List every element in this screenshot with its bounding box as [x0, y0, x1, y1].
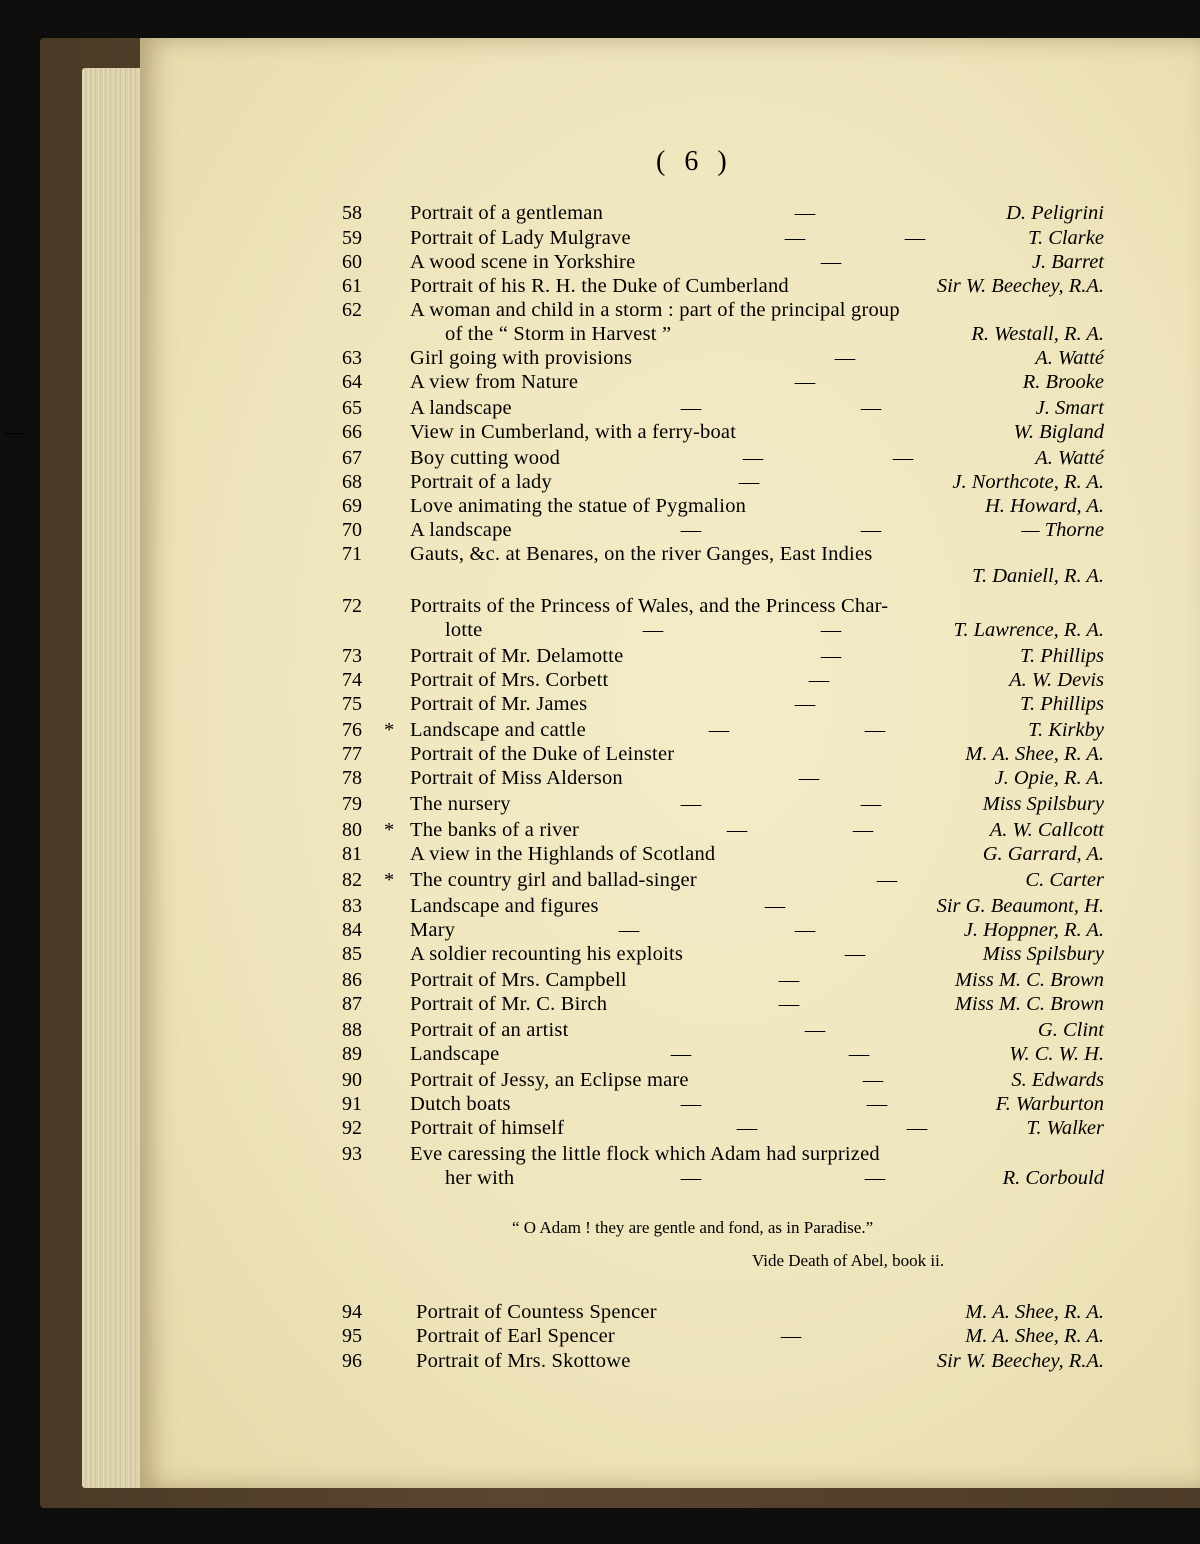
entry-number: 58 [342, 202, 362, 224]
entry-dash: — [742, 447, 764, 469]
catalogue-entry [0, 792, 1200, 817]
entry-title: The country girl and ballad-singer [410, 869, 697, 891]
entry-title: Portraits of the Princess of Wales, and the Princess Char- [410, 595, 889, 617]
entry-artist: — Thorne [1021, 519, 1104, 541]
entry-artist: J. Opie, R. A. [994, 767, 1104, 789]
entry-title: View in Cumberland, with a ferry-boat [410, 421, 737, 443]
entry-title: The nursery [410, 793, 511, 815]
entry-artist: R. Westall, R. A. [971, 323, 1104, 345]
entry-artist: T. Phillips [1020, 693, 1104, 715]
entry-artist: G. Garrard, A. [982, 843, 1104, 865]
entry-dash: — [860, 397, 882, 419]
entry-number: 71 [342, 543, 362, 565]
entry-number: 88 [342, 1019, 362, 1041]
entry-title: Girl going with provisions [410, 347, 633, 369]
entry-dash: — [804, 1019, 826, 1041]
catalogue-entry [0, 1068, 1200, 1093]
entry-title: A woman and child in a storm : part of the principal group [410, 299, 900, 321]
entry-artist: Sir W. Beechey, R.A. [936, 275, 1104, 297]
catalogue-entry [0, 1349, 1200, 1374]
entry-number: 92 [342, 1117, 362, 1139]
catalogue-entry [0, 470, 1200, 495]
entry-artist: H. Howard, A. [984, 495, 1104, 517]
entry-artist: A. W. Devis [1009, 669, 1104, 691]
catalogue-entry [0, 518, 1200, 543]
entry-dash: — [680, 1167, 702, 1189]
entry-dash: — [738, 471, 760, 493]
catalogue-entry [0, 370, 1200, 395]
entry-number: 87 [342, 993, 362, 1015]
catalogue-entry [0, 718, 1200, 743]
entry-dash: — [820, 645, 842, 667]
entry-title: Portrait of Lady Mulgrave [410, 227, 631, 249]
entry-dash: — [680, 519, 702, 541]
entry-artist: T. Walker [1026, 1117, 1104, 1139]
entry-dash: — [862, 1069, 884, 1091]
entry-artist: A. Watté [1035, 347, 1104, 369]
entry-number: 77 [342, 743, 362, 765]
entry-dash: — [794, 693, 816, 715]
catalogue-entry [0, 594, 1200, 619]
entry-title: A wood scene in Yorkshire [410, 251, 636, 273]
entry-title: A view from Nature [410, 371, 579, 393]
entry-title: Mary [410, 919, 456, 941]
entry-dash: — [778, 993, 800, 1015]
entry-artist: G. Clint [1037, 1019, 1104, 1041]
entry-dash: — [892, 447, 914, 469]
entry-number: 84 [342, 919, 362, 941]
entry-number: 85 [342, 943, 362, 965]
entry-dash: — [780, 1325, 802, 1347]
entry-dash: — [820, 251, 842, 273]
entry-title: Portrait of Mrs. Campbell [410, 969, 627, 991]
entry-dash: — [860, 793, 882, 815]
entry-dash: — [864, 1167, 886, 1189]
catalogue-entry [0, 766, 1200, 791]
catalogue-entry [0, 274, 1200, 299]
entry-artist: J. Barret [1031, 251, 1104, 273]
entry-number: 91 [342, 1093, 362, 1115]
entry-artist: T. Kirkby [1028, 719, 1104, 741]
entry-artist: T. Phillips [1020, 645, 1104, 667]
entry-artist: Miss M. C. Brown [954, 993, 1104, 1015]
entry-artist: W. Bigland [1013, 421, 1104, 443]
catalogue-entry [0, 322, 1200, 347]
entry-number: 65 [342, 397, 362, 419]
entry-artist: Sir W. Beechey, R.A. [936, 1350, 1104, 1372]
catalogue-entry [0, 396, 1200, 421]
entry-title: Love animating the statue of Pygmalion [410, 495, 747, 517]
catalogue-entry [0, 868, 1200, 893]
catalogue-entry [0, 201, 1200, 226]
entry-number: 95 [342, 1325, 362, 1347]
entry-title: Eve caressing the little flock which Adam had surprized [410, 1143, 880, 1165]
entry-number: 78 [342, 767, 362, 789]
entry-artist: M. A. Shee, R. A. [965, 1325, 1104, 1347]
entry-title: her with [445, 1167, 515, 1189]
entry-title: Landscape [410, 1043, 500, 1065]
entry-dash: — [906, 1117, 928, 1139]
entry-artist: Miss M. C. Brown [954, 969, 1104, 991]
entry-number: 60 [342, 251, 362, 273]
catalogue-entry [0, 1300, 1200, 1325]
entry-artist: R. Brooke [1022, 371, 1104, 393]
entry-artist: T. Daniell, R. A. [972, 565, 1104, 587]
entry-title: Portrait of an artist [410, 1019, 569, 1041]
entry-title: The banks of a river [410, 819, 580, 841]
entry-number: 90 [342, 1069, 362, 1091]
entry-number: 68 [342, 471, 362, 493]
page-folio: ( 6 ) [656, 146, 733, 177]
entry-artist: J. Hoppner, R. A. [963, 919, 1104, 941]
entry-dash: — [844, 943, 866, 965]
catalogue-entry [0, 842, 1200, 867]
entry-dash: — [798, 767, 820, 789]
entry-artist: W. C. W. H. [1009, 1043, 1104, 1065]
catalogue-entry [0, 1092, 1200, 1117]
quotation-source: Vide Death of Abel, book ii. [752, 1251, 945, 1270]
entry-artist: M. A. Shee, R. A. [965, 1301, 1104, 1323]
entry-number: 67 [342, 447, 362, 469]
entry-dash: — [848, 1043, 870, 1065]
entry-dash: — [794, 919, 816, 941]
entry-dash: — [670, 1043, 692, 1065]
entry-number: 64 [342, 371, 362, 393]
entry-artist: S. Edwards [1011, 1069, 1104, 1091]
catalogue-entry [0, 644, 1200, 669]
entry-dash: — [876, 869, 898, 891]
entry-artist: C. Carter [1025, 869, 1104, 891]
entry-number: 75 [342, 693, 362, 715]
entry-artist: J. Smart [1035, 397, 1104, 419]
entry-dash: — [618, 919, 640, 941]
entry-number: 83 [342, 895, 362, 917]
entry-number: 69 [342, 495, 362, 517]
entry-asterisk: * [384, 869, 395, 891]
entry-artist: J. Northcote, R. A. [952, 471, 1104, 493]
catalogue-entry [0, 618, 1200, 643]
entry-dash: — [778, 969, 800, 991]
entry-dash: — [808, 669, 830, 691]
entry-number: 79 [342, 793, 362, 815]
catalogue-entry [0, 1324, 1200, 1349]
catalogue-entry [0, 968, 1200, 993]
catalogue-entry [0, 1142, 1200, 1167]
entry-number: 96 [342, 1350, 362, 1372]
entry-number: 76 [342, 719, 362, 741]
entry-artist: D. Peligrini [1006, 202, 1104, 224]
catalogue-entry [0, 742, 1200, 767]
entry-number: 86 [342, 969, 362, 991]
entry-dash: — [764, 895, 786, 917]
entry-number: 70 [342, 519, 362, 541]
entry-title: Portrait of Jessy, an Eclipse mare [410, 1069, 689, 1091]
catalogue-entry [0, 1042, 1200, 1067]
entry-dash: — [834, 347, 856, 369]
entry-title: Portrait of a gentleman [410, 202, 604, 224]
entry-dash: — [820, 619, 842, 641]
catalogue-entry [0, 992, 1200, 1017]
entry-dash: — [708, 719, 730, 741]
entry-title: Portrait of Mrs. Corbett [410, 669, 609, 691]
entry-number: 73 [342, 645, 362, 667]
entry-asterisk: * [384, 819, 395, 841]
entry-number: 89 [342, 1043, 362, 1065]
catalogue-entry [0, 298, 1200, 323]
catalogue-entry [0, 894, 1200, 919]
entry-title: A landscape [410, 519, 512, 541]
entry-dash: — [726, 819, 748, 841]
entry-number: 72 [342, 595, 362, 617]
catalogue-entry [0, 942, 1200, 967]
entry-number: 66 [342, 421, 362, 443]
entry-title: Portrait of a lady [410, 471, 552, 493]
entry-dash: — [680, 397, 702, 419]
catalogue-entry [0, 1116, 1200, 1141]
entry-dash: — [852, 819, 874, 841]
entry-title: Landscape and cattle [410, 719, 586, 741]
entry-title: A view in the Highlands of Scotland [410, 843, 716, 865]
catalogue-entry [0, 250, 1200, 275]
entry-title: A soldier recounting his exploits [410, 943, 684, 965]
entry-artist: T. Lawrence, R. A. [953, 619, 1104, 641]
entry-title: Portrait of Mrs. Skottowe [416, 1350, 631, 1372]
entry-artist: T. Clarke [1028, 227, 1104, 249]
entry-dash: — [4, 421, 26, 443]
entry-dash: — [784, 227, 806, 249]
entry-title: Dutch boats [410, 1093, 511, 1115]
entry-title: Portrait of Countess Spencer [416, 1301, 657, 1323]
entry-number: 93 [342, 1143, 362, 1165]
entry-dash: — [794, 371, 816, 393]
entry-title: Portrait of the Duke of Leinster [410, 743, 675, 765]
entry-title: Portrait of Mr. James [410, 693, 588, 715]
entry-dash: — [680, 793, 702, 815]
quotation-text: “ O Adam ! they are gentle and fond, as in Paradise.” [512, 1218, 874, 1237]
catalogue-entry [0, 226, 1200, 251]
catalogue-entry [0, 420, 1200, 445]
catalogue-entry [0, 494, 1200, 519]
entry-dash: — [642, 619, 664, 641]
entry-title: Portrait of Miss Alderson [410, 767, 623, 789]
entry-artist: Miss Spilsbury [982, 793, 1104, 815]
entry-number: 80 [342, 819, 362, 841]
catalogue-entry [0, 692, 1200, 717]
entry-artist: F. Warburton [995, 1093, 1104, 1115]
entry-dash: — [904, 227, 926, 249]
entry-number: 63 [342, 347, 362, 369]
entry-title: lotte [445, 619, 483, 641]
entry-dash: — [794, 202, 816, 224]
entry-title: A landscape [410, 397, 512, 419]
entry-artist: Sir G. Beaumont, H. [936, 895, 1104, 917]
entry-title: Portrait of Mr. Delamotte [410, 645, 624, 667]
catalogue-entry [0, 818, 1200, 843]
entry-title: Landscape and figures [410, 895, 599, 917]
entry-number: 94 [342, 1301, 362, 1323]
catalogue-entry [0, 668, 1200, 693]
entry-artist: A. W. Callcott [989, 819, 1104, 841]
entry-title: of the “ Storm in Harvest ” [445, 323, 672, 345]
catalogue-entry [0, 346, 1200, 371]
entry-number: 82 [342, 869, 362, 891]
catalogue-entry [0, 1018, 1200, 1043]
entry-asterisk: * [384, 719, 395, 741]
entry-dash: — [736, 1117, 758, 1139]
entry-number: 59 [342, 227, 362, 249]
entry-artist: M. A. Shee, R. A. [965, 743, 1104, 765]
entry-number: 74 [342, 669, 362, 691]
catalogue-entry [0, 918, 1200, 943]
entry-title: Portrait of Earl Spencer [416, 1325, 615, 1347]
entry-title: Gauts, &c. at Benares, on the river Ganges, East Indies [410, 543, 873, 565]
entry-title: Portrait of himself [410, 1117, 565, 1139]
entry-dash: — [680, 1093, 702, 1115]
entry-title: Boy cutting wood [410, 447, 561, 469]
entry-dash: — [860, 519, 882, 541]
catalogue-entry [0, 564, 1200, 589]
entry-dash: — [866, 1093, 888, 1115]
entry-artist: Miss Spilsbury [982, 943, 1104, 965]
entry-title: Portrait of his R. H. the Duke of Cumberland [410, 275, 789, 297]
entry-title: Portrait of Mr. C. Birch [410, 993, 608, 1015]
catalogue-entry [0, 1166, 1200, 1191]
entry-artist: R. Corbould [1002, 1167, 1104, 1189]
entry-number: 61 [342, 275, 362, 297]
entry-number: 62 [342, 299, 362, 321]
entry-dash: — [864, 719, 886, 741]
entry-artist: A. Watté [1035, 447, 1104, 469]
entry-number: 81 [342, 843, 362, 865]
catalogue-entry [0, 446, 1200, 471]
